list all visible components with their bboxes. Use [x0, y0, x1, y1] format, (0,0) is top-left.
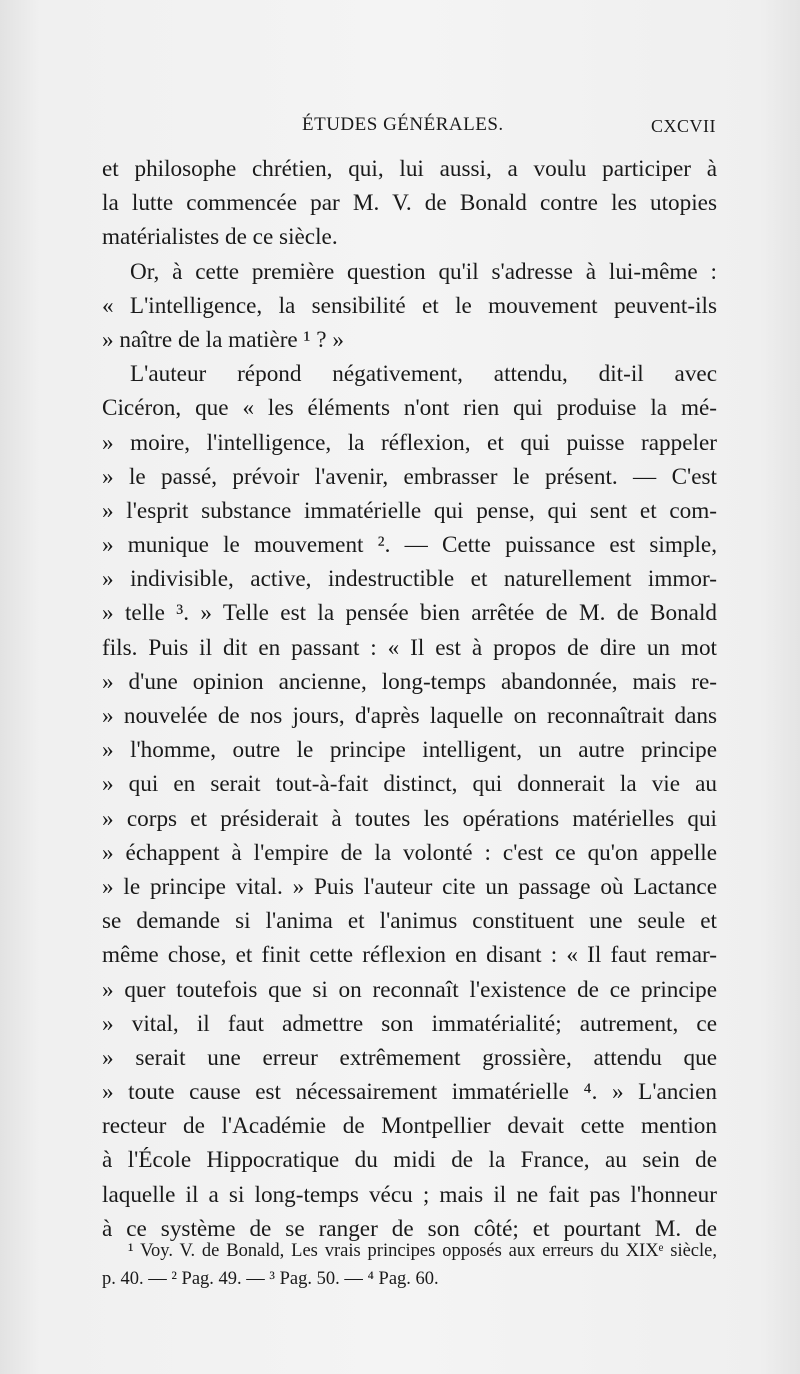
text-line: même chose, et finit cette réflexion en disant : « Il faut remar- [102, 942, 717, 969]
footnote-line: p. 40. — ² Pag. 49. — ³ Pag. 50. — ⁴ Pag. 60. [102, 1269, 439, 1289]
text-line: » qui en serait tout-à-fait distinct, qui donnerait la vie au [102, 771, 717, 798]
text-line: » naître de la matière ¹ ? » [102, 326, 344, 353]
text-line: « L'intelligence, la sensibilité et le mouvement peuvent-ils [102, 292, 717, 319]
text-line: » munique le mouvement ². — Cette puissance est simple, [102, 532, 717, 559]
text-line: Or, à cette première question qu'il s'adresse à lui-même : [130, 258, 717, 285]
page-number: CXCVII [651, 116, 716, 136]
text-line: » l'esprit substance immatérielle qui pense, qui sent et com- [102, 497, 717, 524]
text-line: la lutte commencée par M. V. de Bonald contre les utopies [102, 190, 717, 217]
text-line: à l'École Hippocratique du midi de la France, au sein de [102, 1147, 717, 1174]
footnote-line: ¹ Voy. V. de Bonald, Les vrais principes opposés aux erreurs du XIXᵉ siècle, [128, 1241, 717, 1261]
text-line: » indivisible, active, indestructible et naturellement immor- [102, 566, 717, 593]
running-title: ÉTUDES GÉNÉRALES. [302, 114, 504, 135]
text-line: » échappent à l'empire de la volonté : c'est ce qu'on appelle [102, 839, 717, 866]
footnotes [102, 1237, 717, 1293]
text-line: recteur de l'Académie de Montpellier devait cette mention [102, 1113, 717, 1140]
text-line: » le passé, prévoir l'avenir, embrasser le présent. — C'est [102, 463, 717, 490]
body-text [102, 152, 717, 1246]
text-line: » nouvelée de nos jours, d'après laquelle on reconnaîtrait dans [102, 703, 717, 729]
text-line: » vital, il faut admettre son immatérialité; autrement, ce [102, 1010, 717, 1037]
text-line: » d'une opinion ancienne, long-temps abandonnée, mais re- [102, 668, 717, 695]
text-line: se demande si l'anima et l'animus constituent une seule et [102, 908, 717, 935]
text-line: » quer toutefois que si on reconnaît l'existence de ce principe [102, 976, 717, 1003]
text-line: » toute cause est nécessairement immatérielle ⁴. » L'ancien [102, 1079, 717, 1106]
text-line: Cicéron, que « les éléments n'ont rien qui produise la mé- [102, 395, 717, 422]
text-line: » serait une erreur extrêmement grossière, attendu que [102, 1044, 717, 1071]
text-line: matérialistes de ce siècle. [102, 224, 338, 251]
text-line: et philosophe chrétien, qui, lui aussi, a voulu participer à [102, 156, 717, 182]
text-line: » telle ³. » Telle est la pensée bien arrêtée de M. de Bonald [102, 600, 717, 627]
text-line: » corps et présiderait à toutes les opérations matérielles qui [102, 805, 717, 832]
text-line: L'auteur répond négativement, attendu, dit-il avec [130, 361, 717, 388]
text-line: fils. Puis il dit en passant : « Il est à propos de dire un mot [102, 634, 717, 661]
text-line: laquelle il a si long-temps vécu ; mais il ne fait pas l'honneur [102, 1181, 717, 1208]
text-line: » l'homme, outre le principe intelligent, un autre principe [102, 737, 717, 764]
text-line: à ce système de se ranger de son côté; et pourtant M. de [102, 1215, 717, 1242]
text-line: » moire, l'intelligence, la réflexion, et qui puisse rappeler [102, 429, 717, 456]
text-line: » le principe vital. » Puis l'auteur cite un passage où Lactance [102, 873, 717, 900]
page-header [0, 114, 800, 140]
